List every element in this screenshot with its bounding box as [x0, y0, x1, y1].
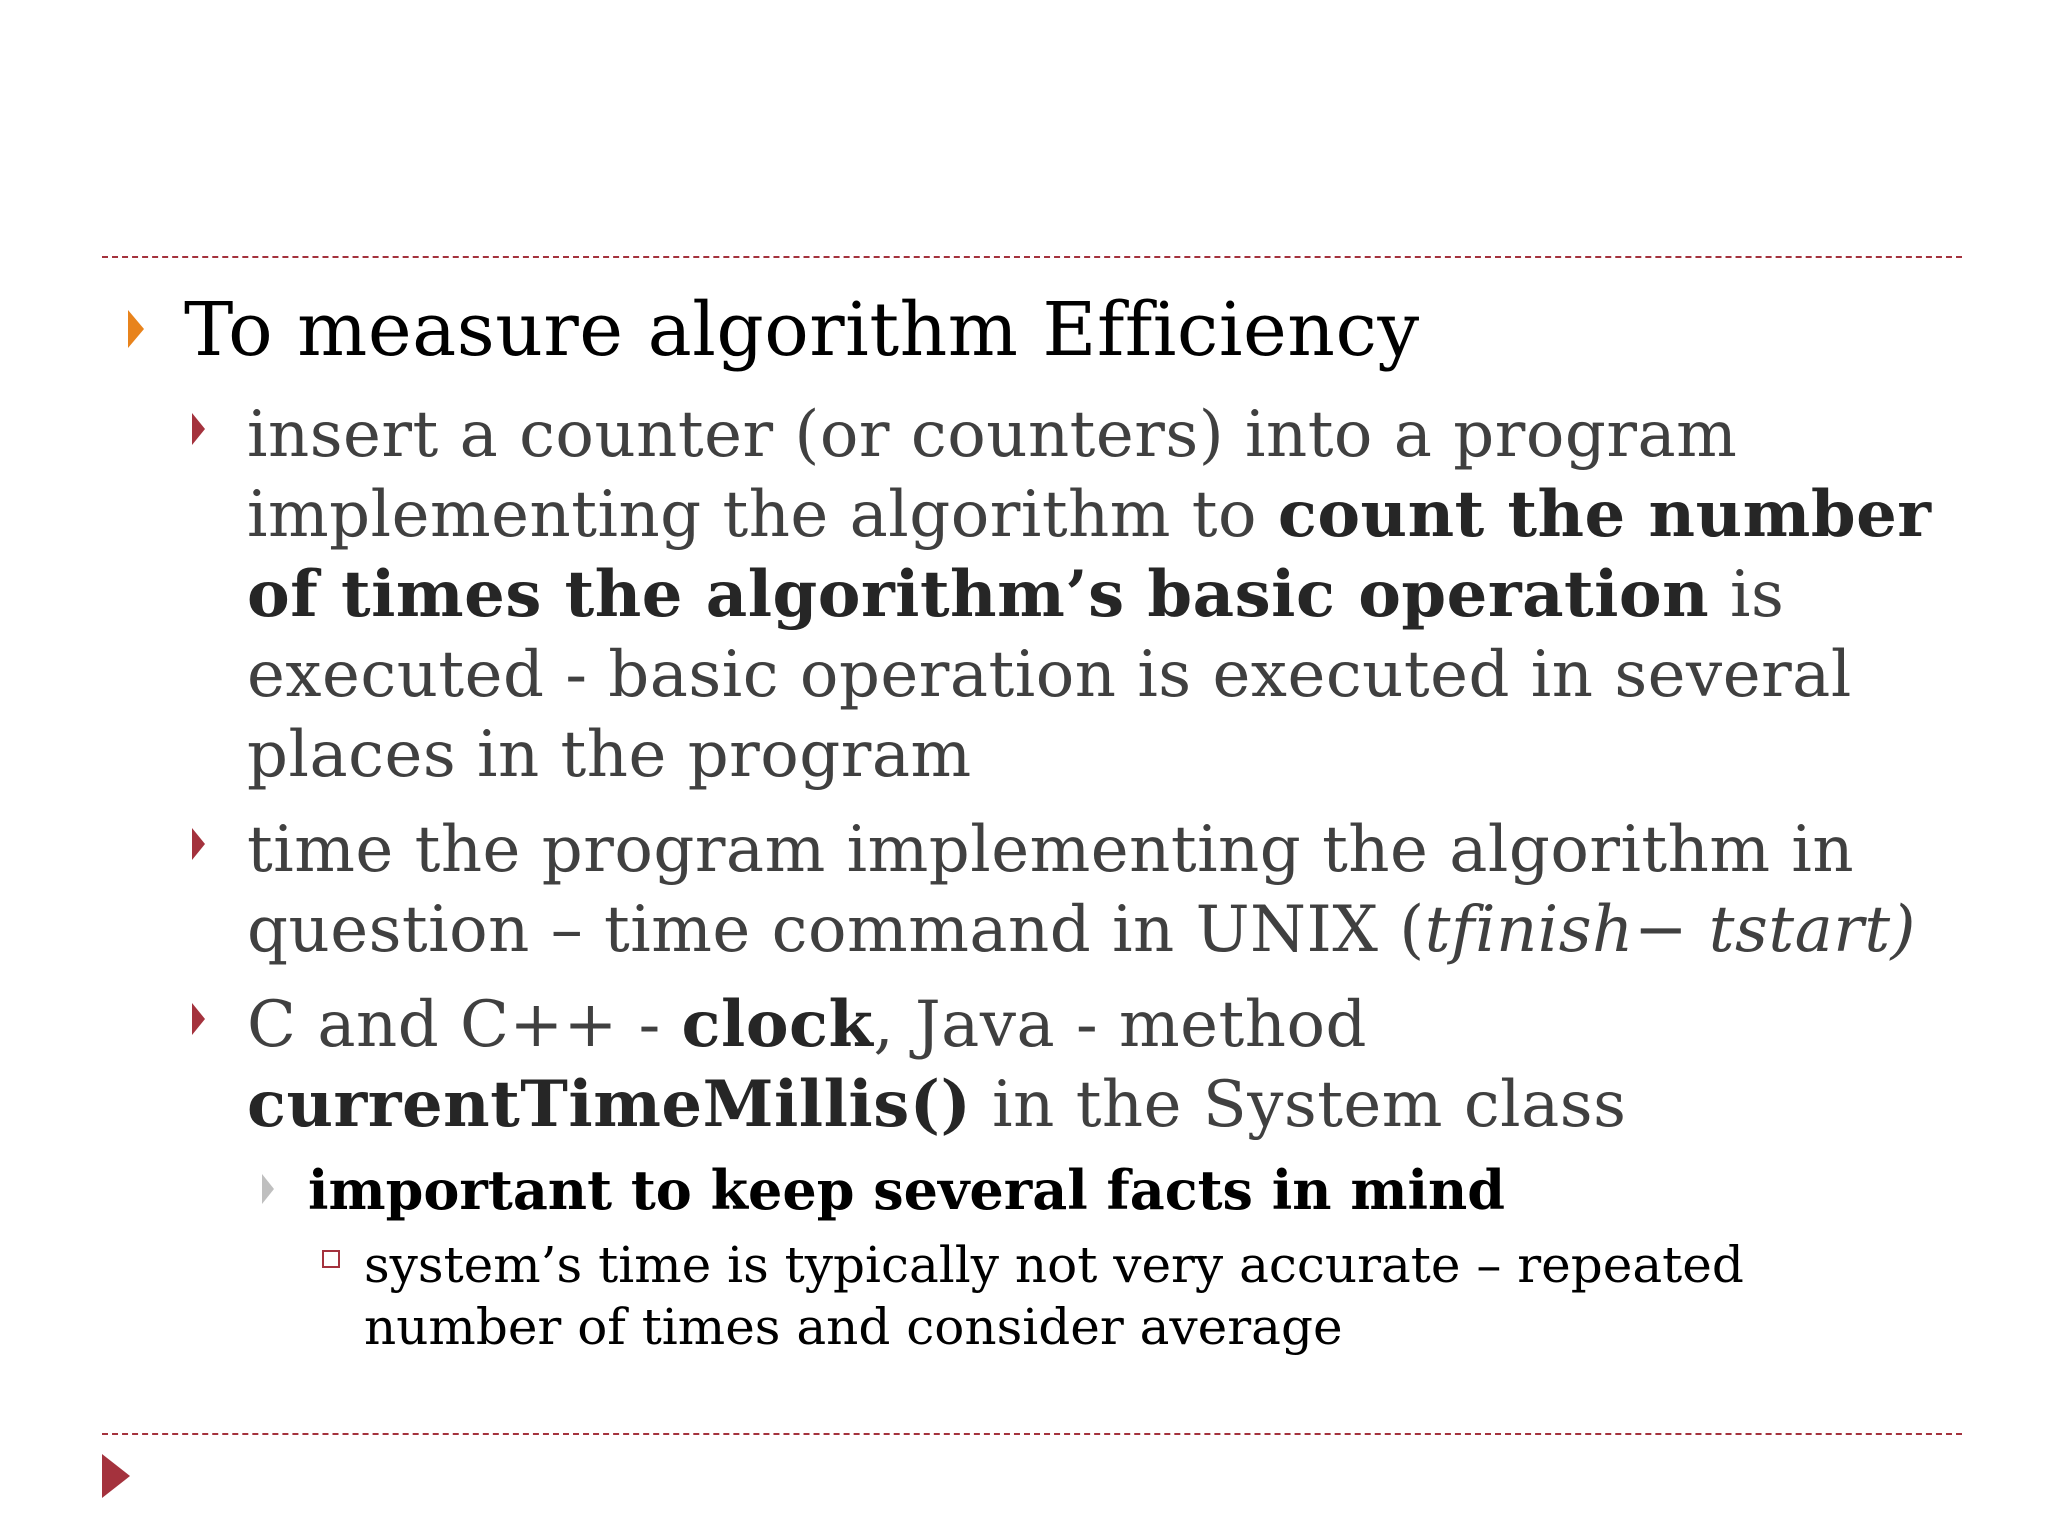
text-segment: in the System class: [971, 1068, 1627, 1142]
red-triangle-bullet-icon: [192, 413, 205, 445]
orange-triangle-bullet-icon: [128, 310, 144, 348]
text-segment: is executed - basic operation is executed in several places in the program: [247, 558, 1852, 792]
bullet-text: [247, 985, 1947, 1145]
bullet-level2-time-program: [192, 810, 1947, 970]
bullet-text: system’s time is typically not very accurate – repeated number of times and consider average: [364, 1236, 1744, 1356]
bullet-level1-measure-efficiency: [128, 287, 1964, 373]
bullet-text: [247, 395, 1947, 795]
bullet-text: [247, 810, 1947, 970]
text-segment: insert a counter (or counters) into a program implementing the algorithm to: [247, 398, 1738, 552]
italic-text-segment: tfinish− tstart): [1424, 893, 1916, 967]
bullet-level4-system-time: [322, 1234, 1844, 1358]
text-segment: , Java - method: [873, 988, 1367, 1062]
bold-text-segment: clock: [681, 987, 874, 1062]
bullet-level2-insert-counter: [192, 395, 1947, 795]
bullet-text: important to keep several facts in mind: [308, 1158, 1505, 1222]
square-outline-bullet-icon: [322, 1250, 340, 1268]
text-segment: time the program implementing the algorithm in question – time command in UNIX (: [247, 813, 1855, 967]
text-segment: C and C++ -: [247, 988, 682, 1062]
bottom-dashed-divider: [102, 1433, 1962, 1435]
bold-text-segment: count the number of times the algorithm’s basic operation: [247, 477, 1932, 632]
bullet-level3-important-facts: [262, 1158, 1958, 1222]
red-triangle-bullet-icon: [192, 828, 205, 860]
footer-triangle-icon: [102, 1454, 130, 1498]
gray-triangle-bullet-icon: [262, 1174, 274, 1204]
bullet-text: To measure algorithm Efficiency: [184, 287, 1420, 373]
top-dashed-divider: [102, 256, 1962, 258]
red-triangle-bullet-icon: [192, 1003, 205, 1035]
bullet-level2-clock-methods: [192, 985, 1947, 1145]
bold-text-segment: currentTimeMillis(): [247, 1067, 972, 1142]
